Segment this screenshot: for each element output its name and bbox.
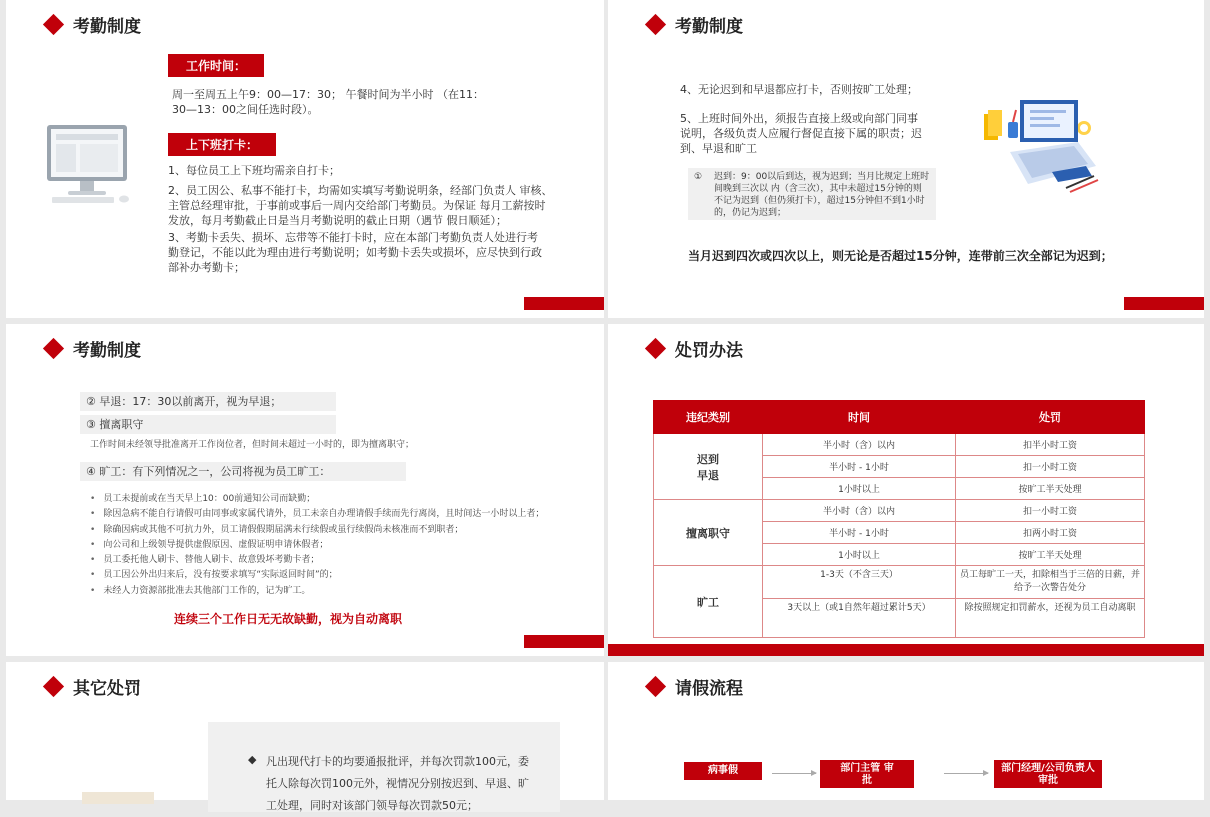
table-cell: 半小时 - 1小时 — [763, 522, 956, 544]
table-cell: 扣半小时工资 — [956, 434, 1145, 456]
absent-list — [90, 492, 580, 599]
table-cell: 员工每旷工一天，扣除相当于三倍的日薪，并给予一次警告处分 — [956, 566, 1145, 599]
header-time: 时间 — [763, 401, 956, 434]
flow-step-manager: 部门经理/公司负责人 审批 — [994, 760, 1102, 788]
slide-title-text: 考勤制度 — [73, 16, 141, 37]
slide-attendance-3 — [6, 324, 604, 656]
table-cell: 按旷工半天处理 — [956, 544, 1145, 566]
slide-penalty — [608, 324, 1204, 656]
table-cell: 1小时以上 — [763, 478, 956, 500]
table-cell: 1-3天（不含三天） — [763, 566, 956, 599]
category-late: 迟到 早退 — [654, 434, 763, 500]
bottom-bar — [608, 644, 1204, 656]
table-row — [654, 566, 1145, 599]
table-cell: 3天以上（或1自然年超过累计5天） — [763, 599, 956, 638]
slide-title — [46, 12, 141, 36]
table-cell: 1小时以上 — [763, 544, 956, 566]
header-category: 违纪类别 — [654, 401, 763, 434]
corner-bar — [524, 635, 604, 648]
table-cell: 扣一小时工资 — [956, 500, 1145, 522]
flow-arrow — [944, 773, 988, 774]
absent-rule: ④ 旷工：有下列情况之一，公司将视为员工旷工： — [80, 462, 406, 481]
diamond-bullet-icon — [645, 675, 666, 696]
table-row — [654, 434, 1145, 456]
clock-item-1: 1、每位员工上下班均需亲自打卡； — [168, 164, 340, 177]
slide-title — [46, 336, 141, 360]
table-cell: 半小时（含）以内 — [763, 500, 956, 522]
table-cell: 半小时 - 1小时 — [763, 456, 956, 478]
corner-bar — [1124, 297, 1204, 310]
slide-title — [46, 674, 141, 698]
header-penalty: 处罚 — [956, 401, 1145, 434]
rule-item-5: 5、上班时间外出，须报告直接上级或向部门同事说明，各级负责人应履行督促直接下属的职责；迟到、早退和旷工 — [680, 112, 922, 155]
slide-title-text: 考勤制度 — [73, 340, 141, 361]
slide-title — [648, 12, 743, 36]
auto-resign-note: 连续三个工作日无无故缺勤，视为自动离职 — [174, 612, 403, 626]
corner-bar — [524, 297, 604, 310]
slide-title-text: 其它处罚 — [73, 678, 141, 699]
diamond-bullet-icon — [645, 13, 666, 34]
table-row — [654, 500, 1145, 522]
table-cell: 按旷工半天处理 — [956, 478, 1145, 500]
slide-title — [648, 674, 743, 698]
slide-title-text: 考勤制度 — [675, 16, 743, 37]
slide-title-text: 请假流程 — [675, 678, 743, 699]
diamond-bullet-icon — [43, 675, 64, 696]
clock-item-2: 2、员工因公、私事不能打卡，均需如实填写考勤说明条，经部门负责人 审核、主管总经理审批，于事前或事后一周内交给部门考勤员。为保证 每月工薪按时发放，每月考勤截止日是当月考勤说明的截止日期（遇节 假日顺延）； — [168, 184, 553, 227]
diamond-bullet-icon: ◆ — [248, 753, 257, 766]
category-absent: 旷工 — [654, 566, 763, 638]
monitor-icon — [44, 122, 134, 204]
leave-post-desc: 工作时间未经领导批准离开工作岗位者，但时间未超过一小时的，即为擅离职守； — [90, 440, 415, 450]
slide-other-penalty — [6, 662, 604, 812]
text-panel — [208, 722, 560, 812]
diamond-bullet-icon — [43, 337, 64, 358]
category-leave-post: 擅离职守 — [654, 500, 763, 566]
list-item: • 员工委托他人刷卡、替他人刷卡、故意毁坏考勤卡者； — [90, 553, 580, 568]
note-number: ① — [694, 172, 703, 182]
list-item: • 除确因病或其他不可抗力外，员工请假假期届满未行续假或虽行续假尚未核准而不到职者； — [90, 523, 580, 538]
flow-arrow — [772, 773, 816, 774]
late-note — [688, 168, 936, 220]
rule-item-4: 4、无论迟到和早退都应打卡，否则按旷工处理； — [680, 83, 918, 96]
flow-step-sick-leave: 病事假 — [684, 762, 762, 780]
list-item: • 员工因公外出归来后，没有按要求填写“实际返回时间”的； — [90, 568, 580, 583]
laptop-icon — [980, 92, 1106, 200]
table-cell: 半小时（含）以内 — [763, 434, 956, 456]
table-cell: 扣一小时工资 — [956, 456, 1145, 478]
diamond-bullet-icon — [43, 13, 64, 34]
clock-label: 上下班打卡： — [168, 133, 276, 156]
decor-box — [82, 792, 154, 804]
slide-attendance-1 — [6, 0, 604, 318]
table-header-row — [654, 401, 1145, 434]
table-cell: 除按照规定扣罚薪水，还视为员工自动离职 — [956, 599, 1145, 638]
slide-attendance-2 — [608, 0, 1204, 318]
list-item: • 向公司和上级领导提供虚假原因、虚假证明申请休假者； — [90, 538, 580, 553]
flow-step-supervisor: 部门主管 审批 — [820, 760, 914, 788]
work-time-text: 周一至周五上午9：00—17：30； 午餐时间为半小时 （在11：30—13：00之间任选时段）。 — [172, 88, 484, 116]
work-time-label: 工作时间： — [168, 54, 264, 77]
clock-item-3: 3、考勤卡丢失、损坏、忘带等不能打卡时，应在本部门考勤负责人处进行考勤登记，不能以此为理由进行考勤说明；如考勤卡丢失或损坏，应尽快到行政部补办考勤卡； — [168, 231, 542, 274]
slide-title-text: 处罚办法 — [675, 340, 743, 361]
slide-leave-process — [608, 662, 1204, 800]
early-leave-rule: ② 早退：17：30以前离开，视为早退； — [80, 392, 336, 411]
table-cell: 扣两小时工资 — [956, 522, 1145, 544]
list-item: • 员工未提前或在当天早上10：00前通知公司而缺勤； — [90, 492, 580, 507]
list-item: • 未经人力资源部批准去其他部门工作的，记为旷工。 — [90, 584, 580, 599]
leave-post-rule: ③ 擅离职守 — [80, 415, 336, 434]
other-penalty-text: 凡出现代打卡的均要通报批评，并每次罚款100元，委托人除每次罚100元外，视情况分别按迟到、早退、旷工处理，同时对该部门领导每次罚款50元； — [266, 755, 529, 812]
penalty-table — [653, 400, 1145, 638]
late-rule-bold: 当月迟到四次或四次以上，则无论是否超过15分钟，连带前三次全部记为迟到； — [688, 249, 1113, 263]
list-item: • 除因急病不能自行请假可由同事或家属代请外，员工未亲自办理请假手续而先行离岗，且时间达一小时以上者； — [90, 507, 580, 522]
note-text: 迟到：9：00以后到达，视为迟到；当月比规定上班时间晚到三次以 内（含三次），其中未超过15分钟的则不记为迟到（但仍须打卡），超过15分钟但不到1小时的，仍记为迟到； — [714, 172, 930, 218]
slide-title — [648, 336, 743, 360]
diamond-bullet-icon — [645, 337, 666, 358]
